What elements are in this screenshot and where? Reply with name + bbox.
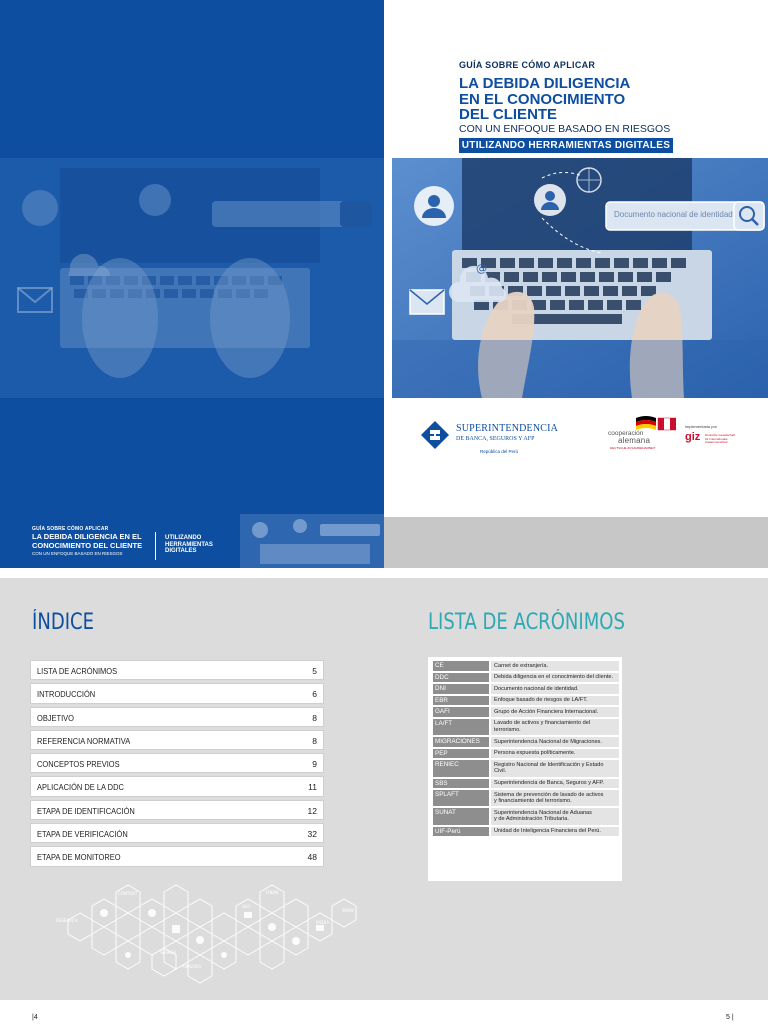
cover-title-line: EN EL CONOCIMIENTO [459, 90, 626, 108]
hex-word: CONTENT [118, 891, 138, 896]
cover-thumbnail [240, 514, 384, 568]
index-row[interactable] [30, 776, 324, 796]
sbs-logo-line: República del Perú [480, 449, 519, 454]
coop-logo-line: cooperación [608, 430, 644, 437]
acronym-definition: Lavado de activos y financiamiento del terrorismo. [491, 719, 619, 735]
acronym-row [433, 696, 619, 706]
index-page: 6 [312, 689, 317, 700]
acronym-row [433, 661, 619, 671]
index-page: 11 [308, 782, 317, 793]
cover-title-line: LA DEBIDA DILIGENCIA [459, 75, 631, 92]
giz-wordmark: giz [685, 431, 701, 443]
gray-strip [384, 517, 768, 568]
acronym-row [433, 749, 619, 759]
acronym-code: SBS [433, 779, 489, 789]
acronym-definition: Grupo de Acción Financiera Internacional. [491, 707, 619, 717]
acronym-definition: Sistema de prevención de lavado de activos y financiamiento del terrorismo. [491, 790, 619, 806]
index-row[interactable] [30, 730, 324, 750]
tools-line: DIGITALES [165, 548, 197, 554]
acronym-row [433, 760, 619, 776]
tools-line: UTILIZANDO [165, 535, 202, 541]
hex-word: FINAN [266, 890, 279, 895]
index-list [30, 660, 324, 870]
back-cover-title-block [32, 526, 162, 556]
index-page: 48 [307, 852, 317, 863]
back-cover-title-line: CONOCIMIENTO DEL CLIENTE [32, 541, 143, 550]
acronym-row [433, 779, 619, 789]
svg-text:@: @ [476, 262, 487, 275]
index-page: 32 [307, 829, 317, 840]
index-label: REFERENCIA NORMATIVA [37, 735, 131, 746]
acronym-row [433, 808, 619, 824]
page-number-right: 5 | [726, 1014, 734, 1021]
acronyms-heading: LISTA DE ACRÓNIMOS [428, 610, 625, 635]
acronym-code: DNI [433, 684, 489, 694]
cooperacion-alemana-logo [608, 416, 678, 456]
giz-impl-label: implementada por [685, 424, 718, 429]
page-number: 4 [33, 1014, 38, 1021]
cover-subtitle: CON UN ENFOQUE BASADO EN RIESGOS [459, 123, 671, 135]
index-row[interactable] [30, 683, 324, 703]
acronym-code: MIGRACIONES [433, 737, 489, 747]
acronym-row [433, 827, 619, 837]
index-label: LISTA DE ACRÓNIMOS [37, 666, 118, 676]
index-page: 12 [307, 805, 317, 816]
page-number: 5 [726, 1014, 730, 1021]
index-label: CONCEPTOS PREVIOS [37, 759, 120, 770]
acronyms-table [433, 661, 619, 838]
index-row[interactable] [30, 846, 324, 866]
index-page: 8 [312, 735, 317, 746]
acronym-definition: Registro Nacional de Identificación y Estado Civil. [491, 760, 619, 776]
cover-title [459, 76, 699, 123]
acronym-row [433, 684, 619, 694]
hex-word: MEDIA [316, 920, 329, 925]
tools-line: HERRAMIENTAS [165, 541, 213, 548]
hex-word: SEO [242, 904, 251, 909]
hex-word: SEARCH [160, 950, 177, 955]
acronym-code: SUNAT [433, 808, 489, 824]
laptop-photo-faded [0, 158, 384, 398]
acronym-code: DDC [433, 673, 489, 683]
back-cover-title-line: LA DEBIDA DILIGENCIA EN EL [32, 532, 142, 541]
acronym-row [433, 673, 619, 683]
sbs-logo-line: DE BANCA, SEGUROS Y AFP [456, 436, 535, 442]
back-cover-kicker: GUÍA SOBRE CÓMO APLICAR [32, 526, 109, 532]
giz-logo [685, 424, 745, 454]
hex-word: RESEARCH [56, 918, 78, 923]
back-cover-subtitle: CON UN ENFOQUE BASADO EN RIESGOS [32, 551, 123, 556]
sbs-emblem-icon [420, 420, 450, 450]
acronym-definition: Documento nacional de identidad. [491, 684, 619, 694]
acronym-code: LA/FT [433, 719, 489, 735]
index-page: 5 [312, 666, 317, 676]
back-cover-tools-label [165, 535, 235, 555]
acronym-code: EBR [433, 696, 489, 706]
acronym-code: PEP [433, 749, 489, 759]
hex-word: WWW [342, 908, 354, 913]
index-page: 9 [312, 759, 317, 770]
acronym-row [433, 707, 619, 717]
acronym-code: CE [433, 661, 489, 671]
acronym-code: RENIEC [433, 760, 489, 776]
page-footer [0, 1000, 768, 1024]
index-label: OBJETIVO [37, 712, 75, 723]
acronym-row [433, 790, 619, 806]
sbs-logo-line: SUPERINTENDENCIA [456, 423, 559, 434]
coop-logo-line: DEUTSCHE ZUSAMMENARBEIT [610, 446, 656, 450]
acronym-definition: Enfoque basado de riesgos de LA/FT. [491, 696, 619, 706]
acronym-definition: Superintendencia de Banca, Seguros y AFP. [491, 779, 619, 789]
index-row[interactable] [30, 660, 324, 680]
sbs-logo [420, 420, 560, 460]
index-row[interactable] [30, 800, 324, 820]
index-label: ETAPA DE VERIFICACIÓN [37, 829, 128, 840]
giz-subtitle: Deutsche Gesellschaft für Internationale Zusammenarbeit [705, 433, 736, 444]
divider [155, 532, 156, 560]
index-page: 8 [312, 712, 317, 723]
index-row[interactable] [30, 707, 324, 727]
acronym-row [433, 737, 619, 747]
acronym-definition: Debida diligencia en el conocimiento del cliente. [491, 673, 619, 683]
acronym-definition: Carnet de extranjería. [491, 661, 619, 671]
cover-band: UTILIZANDO HERRAMIENTAS DIGITALES [459, 138, 673, 153]
index-label: APLICACIÓN DE LA DDC [37, 782, 124, 793]
index-label: ETAPA DE IDENTIFICACIÓN [37, 805, 135, 816]
page-number-left: |4 [32, 1014, 38, 1021]
acronym-code: SPLAFT [433, 790, 489, 806]
hex-word: ANALYSIS [182, 964, 201, 969]
acronym-row [433, 719, 619, 735]
back-cover [0, 0, 384, 568]
index-heading: ÍNDICE [32, 610, 95, 635]
search-input-placeholder: Documento nacional de identidad [614, 210, 733, 219]
index-row[interactable] [30, 753, 324, 773]
acronym-definition: Superintendencia Nacional de Migraciones. [491, 737, 619, 747]
acronym-definition: Superintendencia Nacional de Aduanas y de Administración Tributaria. [491, 808, 619, 824]
acronym-code: GAFI [433, 707, 489, 717]
hexagon-illustration [48, 870, 368, 990]
coop-logo-line: alemana [618, 436, 651, 445]
cover-kicker: GUÍA SOBRE CÓMO APLICAR [459, 60, 596, 70]
acronym-definition: Unidad de Inteligencia Financiera del Perú. [491, 827, 619, 837]
laptop-photo [392, 158, 768, 398]
index-row[interactable] [30, 823, 324, 843]
index-label: ETAPA DE MONITOREO [37, 852, 121, 863]
acronym-definition: Persona expuesta políticamente. [491, 749, 619, 759]
acronym-code: UIF-Perú [433, 827, 489, 837]
index-label: INTRODUCCIÓN [37, 689, 96, 700]
cover-title-line: DEL CLIENTE [459, 106, 558, 123]
